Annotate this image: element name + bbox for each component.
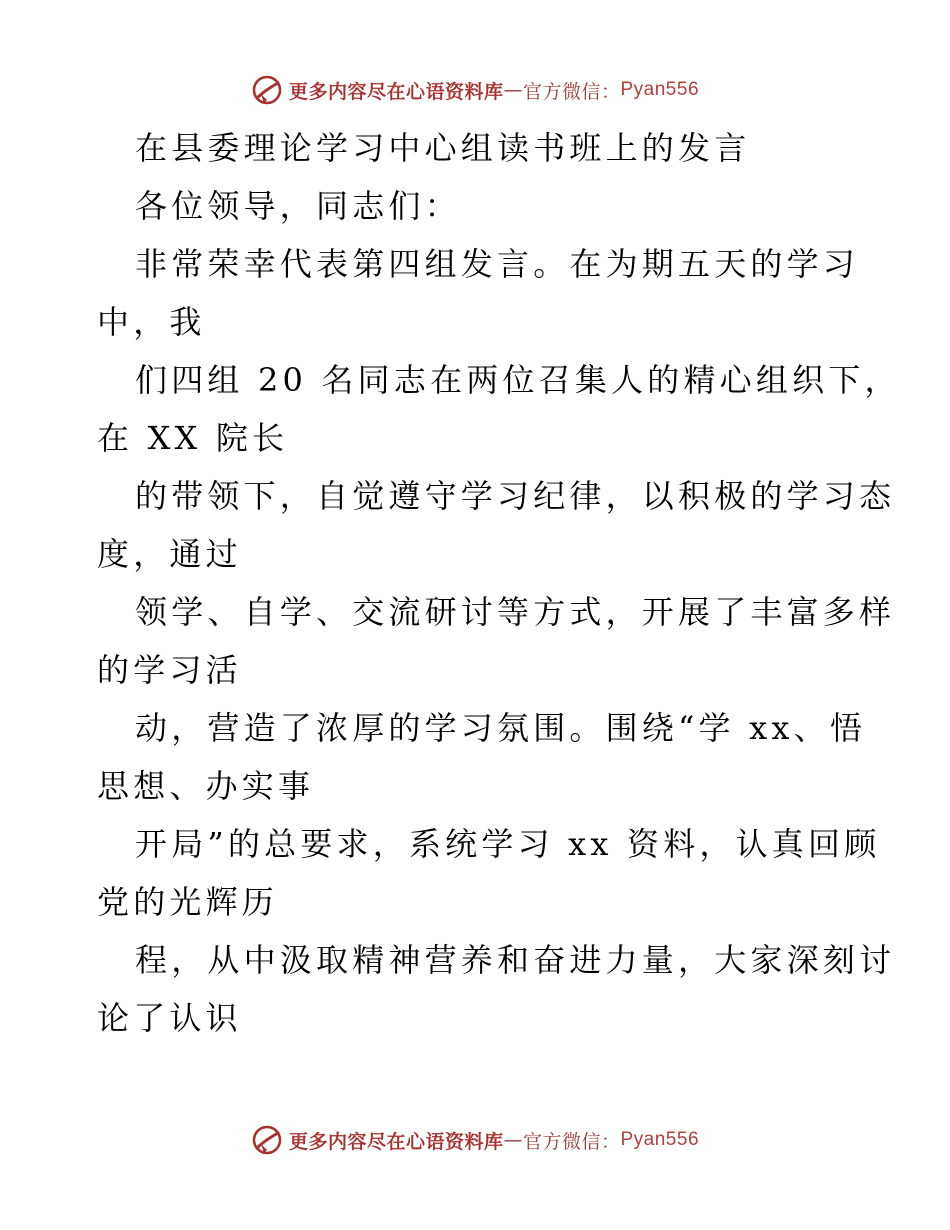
body-line: 领学、自学、交流研讨等方式，开展了丰富多样 — [135, 593, 896, 631]
document-salutation: 各位领导，同志们： — [135, 187, 461, 225]
watermark-footer — [0, 1120, 950, 1160]
body-line: 思想、办实事 — [97, 767, 315, 805]
body-line: 度，通过 — [97, 535, 242, 573]
document-title: 在县委理论学习中心组读书班上的发言 — [135, 129, 751, 167]
body-line: 中，我 — [97, 303, 206, 341]
body-line: 动，营造了浓厚的学习氛围。围绕“学 xx、悟 — [135, 709, 867, 747]
watermark-wechat-id: Pyan556 — [620, 1129, 700, 1150]
watermark-main-text: 更多内容尽在心语资料库 — [288, 1130, 504, 1153]
watermark-main-text: 更多内容尽在心语资料库 — [288, 80, 504, 103]
body-line: 的学习活 — [97, 651, 242, 689]
watermark-wechat-id: Pyan556 — [620, 79, 700, 100]
body-line: 党的光辉历 — [97, 883, 279, 921]
pen-logo-icon — [251, 1124, 283, 1156]
body-line: 们四组 20 名同志在两位召集人的精心组织下， — [135, 361, 901, 399]
body-line: 的带领下，自觉遵守学习纪律，以积极的学习态 — [135, 477, 896, 515]
body-line: 程，从中汲取精神营养和奋进力量，大家深刻讨 — [135, 941, 896, 979]
watermark-dash: — — [503, 1129, 523, 1151]
watermark-dash: — — [503, 79, 523, 101]
body-line: 论了认识 — [97, 999, 242, 1037]
watermark-wechat-label: 官方微信： — [522, 1130, 621, 1153]
watermark-header — [0, 70, 950, 110]
pen-logo-icon — [251, 74, 283, 106]
body-line: 非常荣幸代表第四组发言。在为期五天的学习 — [135, 245, 860, 283]
watermark-wechat-label: 官方微信： — [522, 80, 621, 103]
body-line: 在 XX 院长 — [97, 419, 289, 457]
body-line: 开局”的总要求，系统学习 xx 资料，认真回顾 — [135, 825, 881, 863]
